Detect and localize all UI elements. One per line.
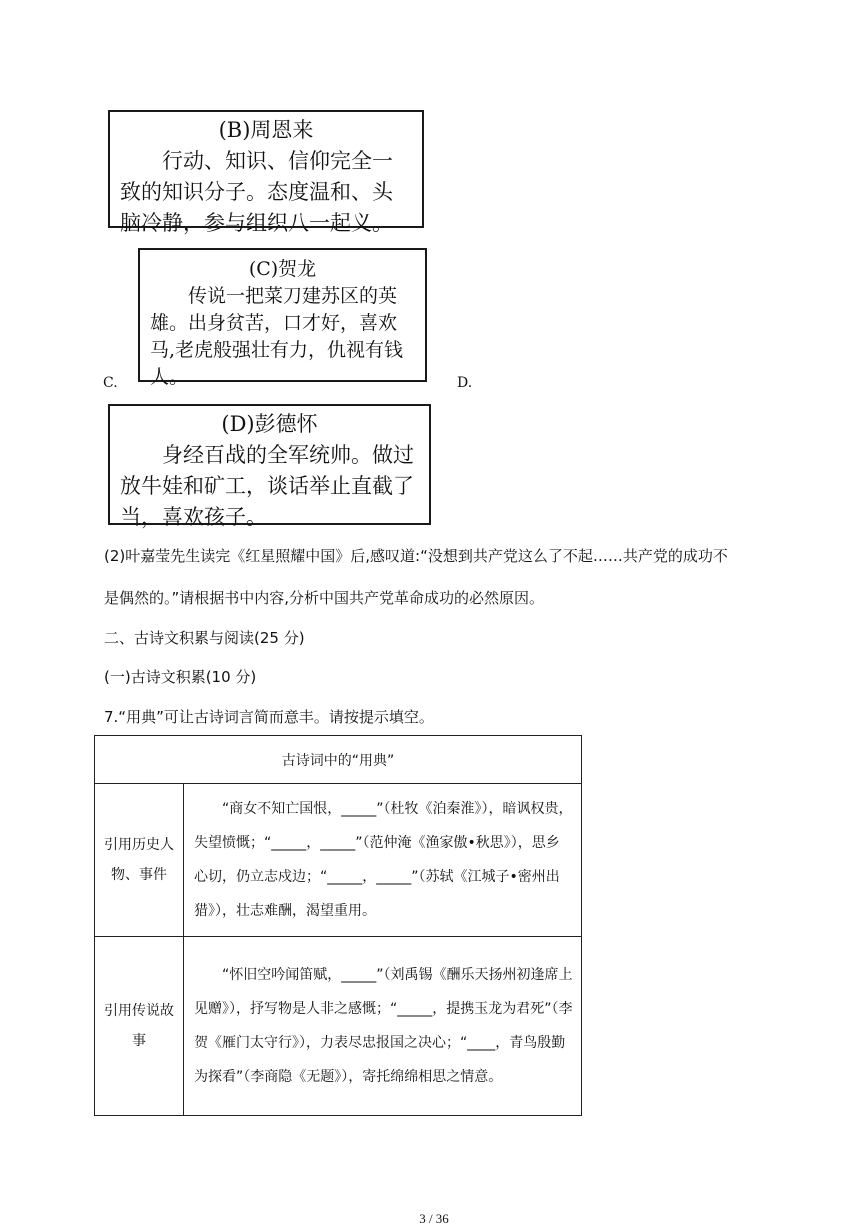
section-title: 二、古诗文积累与阅读(25 分)	[104, 629, 305, 647]
card-caption: (D)彭德怀	[221, 412, 318, 436]
option-card-b	[108, 110, 424, 235]
option-card-d	[108, 404, 431, 529]
card-text: 传说一把菜刀建苏区的英雄。出身贫苦，口才好，喜欢马,老虎般强壮有力，仇视有钱人。	[150, 285, 404, 388]
table-row	[95, 784, 582, 937]
question-2-line-1: (2)叶嘉莹先生读完《红星照耀中国》后,感叹道:“没想到共产党这么了不起……共产党的成功不	[104, 547, 728, 565]
table-row	[95, 937, 582, 1116]
option-card-c	[138, 248, 427, 388]
question-2-line-2: 是偶然的。”请根据书中内容,分析中国共产党革命成功的必然原因。	[104, 589, 545, 607]
row-category: 引用历史人物、事件	[95, 784, 184, 937]
page-number: 3 / 36	[419, 1211, 449, 1226]
option-label-c: C.	[103, 375, 118, 391]
card-text: 身经百战的全军统帅。做过放牛娃和矿工，谈话举止直截了当，喜欢孩子。	[120, 443, 414, 529]
allusion-table	[94, 735, 582, 1116]
card-caption: (B)周恩来	[218, 118, 314, 142]
option-label-d: D.	[457, 375, 473, 391]
subsection-title: (一)古诗文积累(10 分)	[104, 668, 257, 686]
card-caption: (C)贺龙	[248, 258, 317, 280]
question-7: 7.“用典”可让古诗词言简而意丰。请按提示填空。	[104, 708, 434, 726]
row-content: “怀旧空吟闻笛赋，_____”（刘禹锡《酬乐天扬州初逢席上见赠》），抒写物是人非之感慨；“_____，提携玉龙为君死”（李贺《雁门太守行》），力表尽忠报国之决心；“____，青鸟殷勤为探看”（李商隐《无题》），寄托绵绵相思之情意。	[184, 937, 582, 1116]
card-text: 行动、知识、信仰完全一致的知识分子。态度温和、头脑冷静，参与组织八一起义。	[120, 149, 393, 235]
row-content: “商女不知亡国恨，_____”（杜牧《泊秦淮》），暗讽权贵，失望愤慨；“_____，_____”（范仲淹《渔家傲•秋思》），思乡心切，仍立志戍边；“_____，_____”（苏轼《江城子•密州出猎》），壮志难酬，渴望重用。	[184, 784, 582, 937]
row-category: 引用传说故事	[95, 937, 184, 1116]
table-header: 古诗词中的“用典”	[95, 736, 582, 784]
